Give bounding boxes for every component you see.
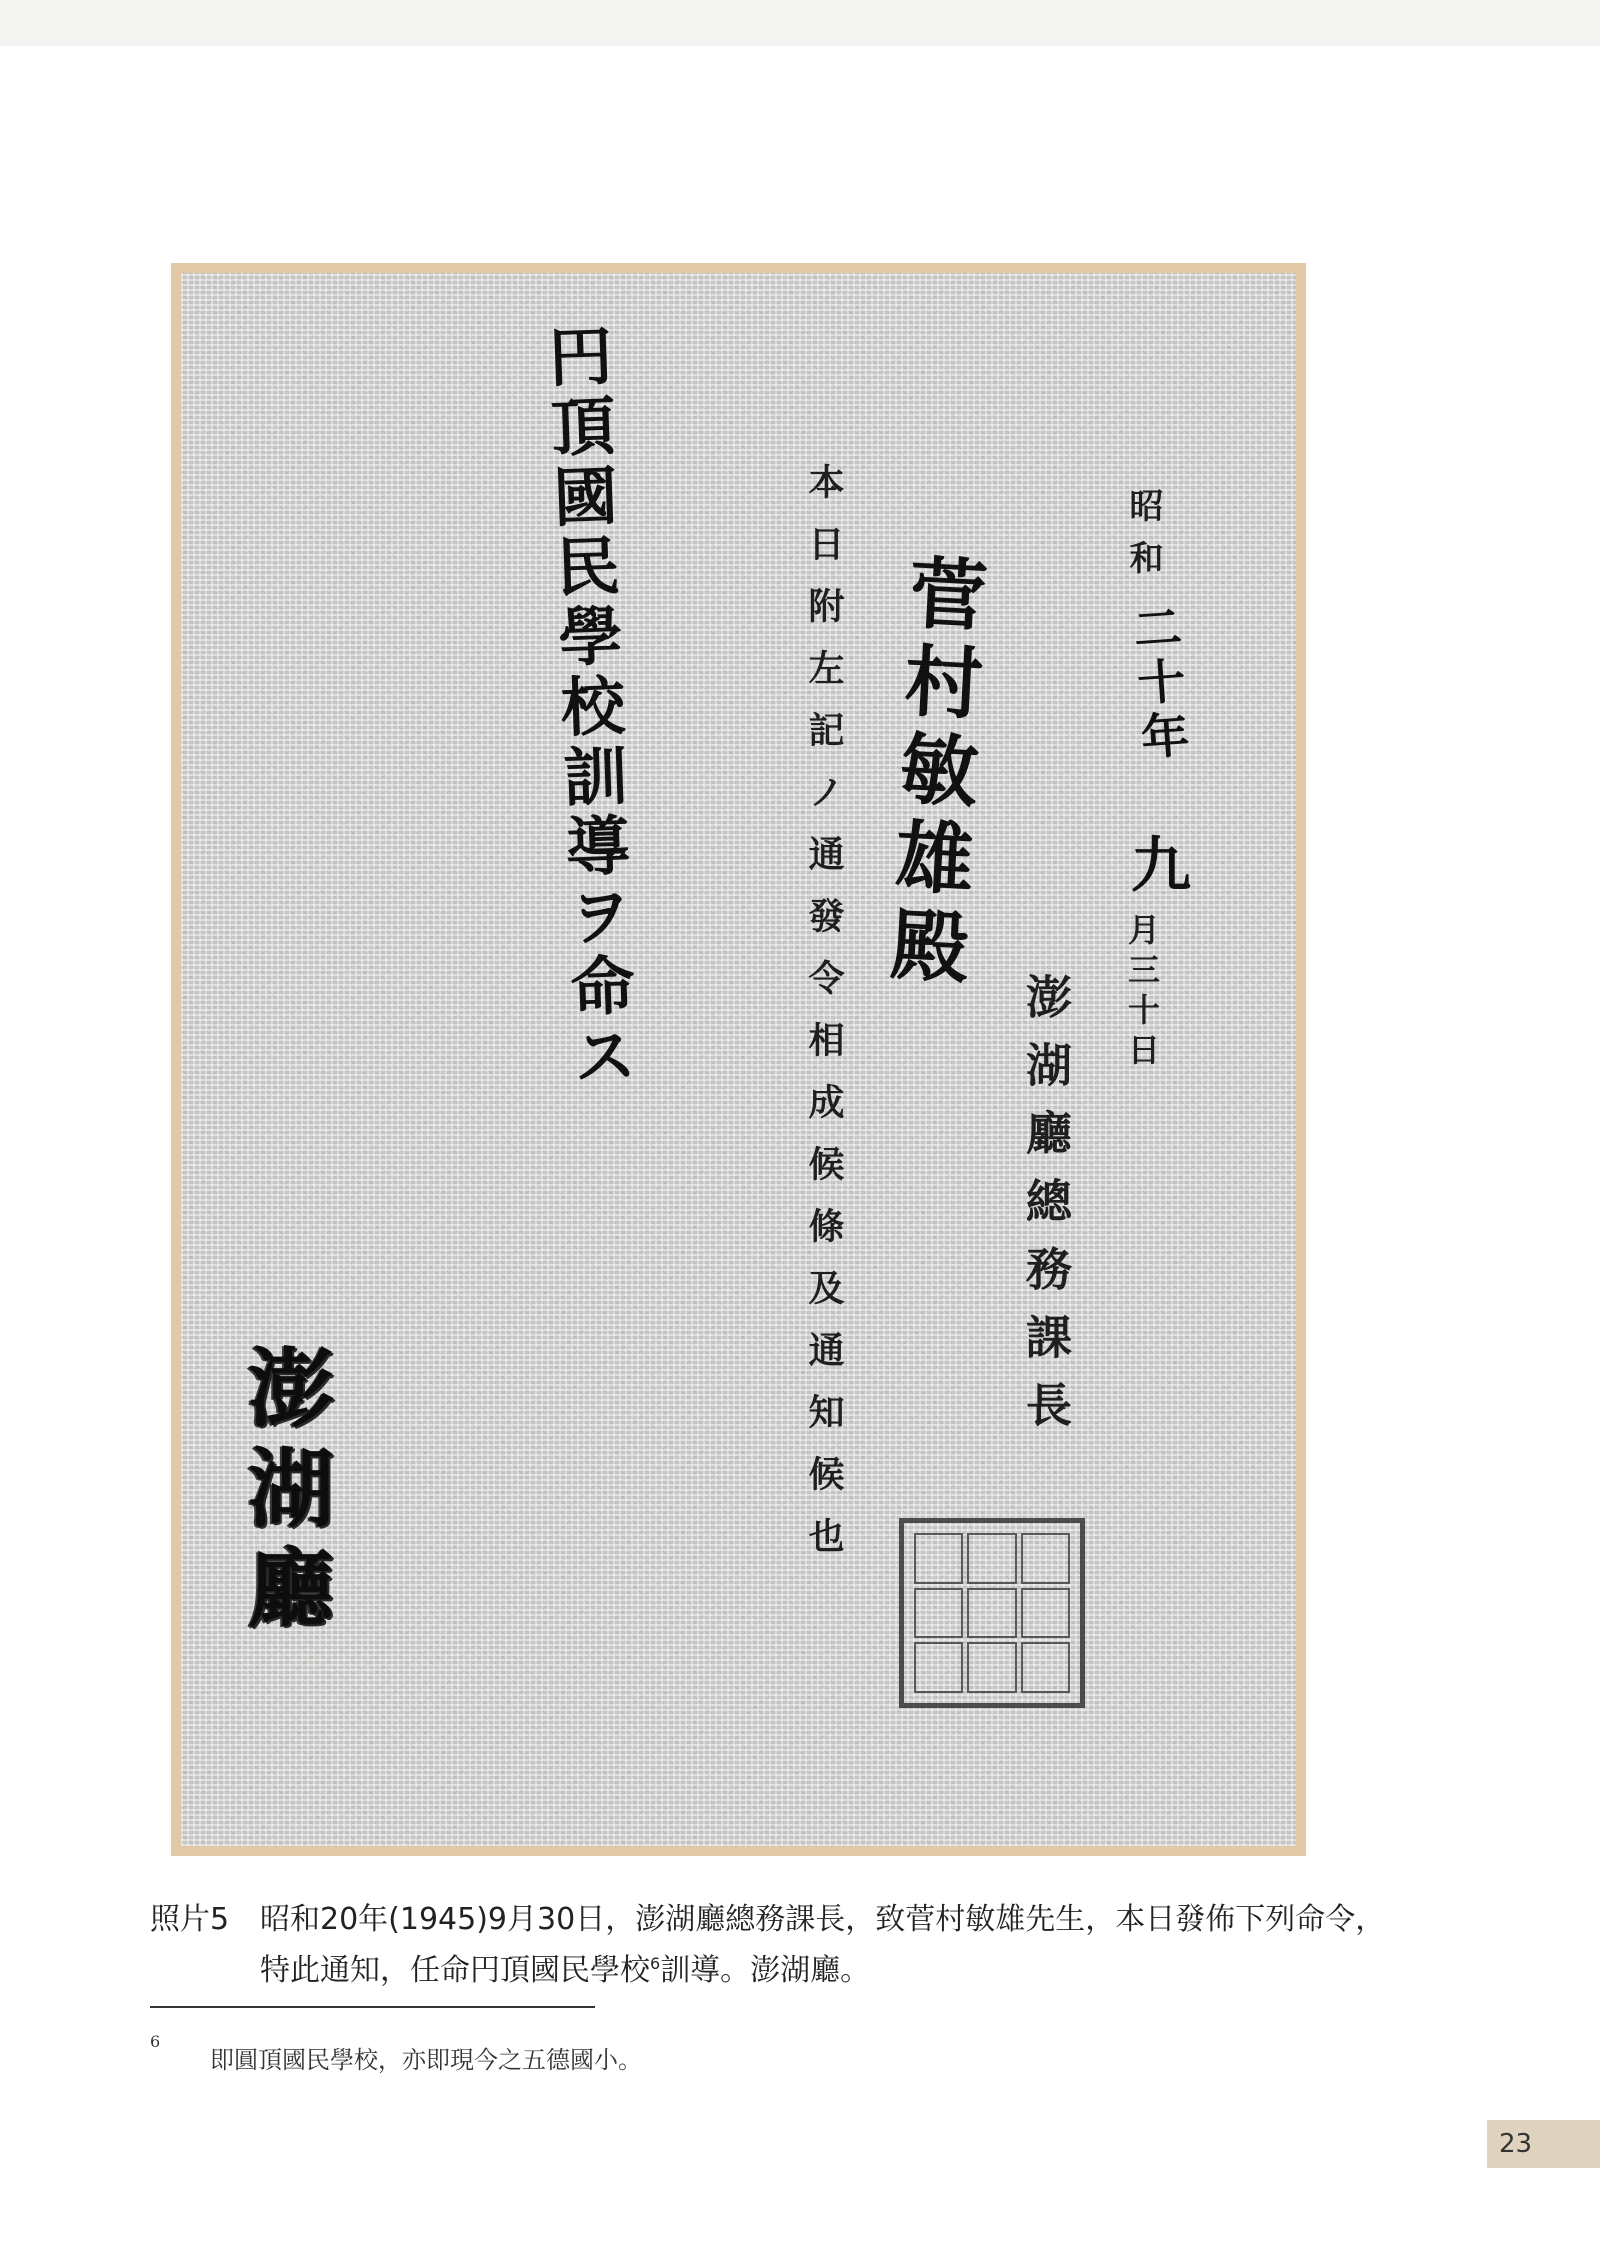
- archival-document-photo: [181, 273, 1296, 1846]
- office-stamp-text: 澎湖廳: [233, 1343, 333, 1643]
- caption-body-end: 訓導。澎湖廳。: [660, 1953, 871, 1988]
- footnote-number: 6: [150, 2032, 161, 2051]
- footnote-divider: [150, 2006, 595, 2008]
- date-month-day: 月三十日: [1123, 913, 1161, 1073]
- top-band: [0, 0, 1600, 46]
- notice-body: 本日附左記ノ通發令相成候條及通知候也: [803, 463, 845, 1579]
- addressee-name: 菅村敏雄殿: [875, 550, 989, 996]
- date-year: 二十年: [1123, 601, 1191, 767]
- issuer-title: 澎湖廳總務課長: [1019, 973, 1073, 1449]
- caption-label: 照片5: [150, 1902, 230, 1937]
- page-number: 23: [1487, 2120, 1600, 2168]
- footnote-reference: 6: [650, 1954, 661, 1973]
- caption-body: 昭和20年(1945)9月30日，澎湖廳總務課長，致菅村敏雄先生，本日發佈下列命令，特此通知，任命円頂國民學校: [260, 1902, 1386, 1988]
- date-month-mark: 九: [1121, 833, 1191, 893]
- school-appointment: 円頂國民學校訓導ヲ命ス: [536, 321, 638, 1095]
- date-era: 昭和: [1123, 488, 1163, 592]
- photo-frame: [171, 263, 1306, 1856]
- caption-text: [260, 1898, 1410, 1993]
- footnote-text: 即圓頂國民學校，亦即現今之五德國小。: [210, 2046, 642, 2074]
- official-seal: [899, 1518, 1085, 1708]
